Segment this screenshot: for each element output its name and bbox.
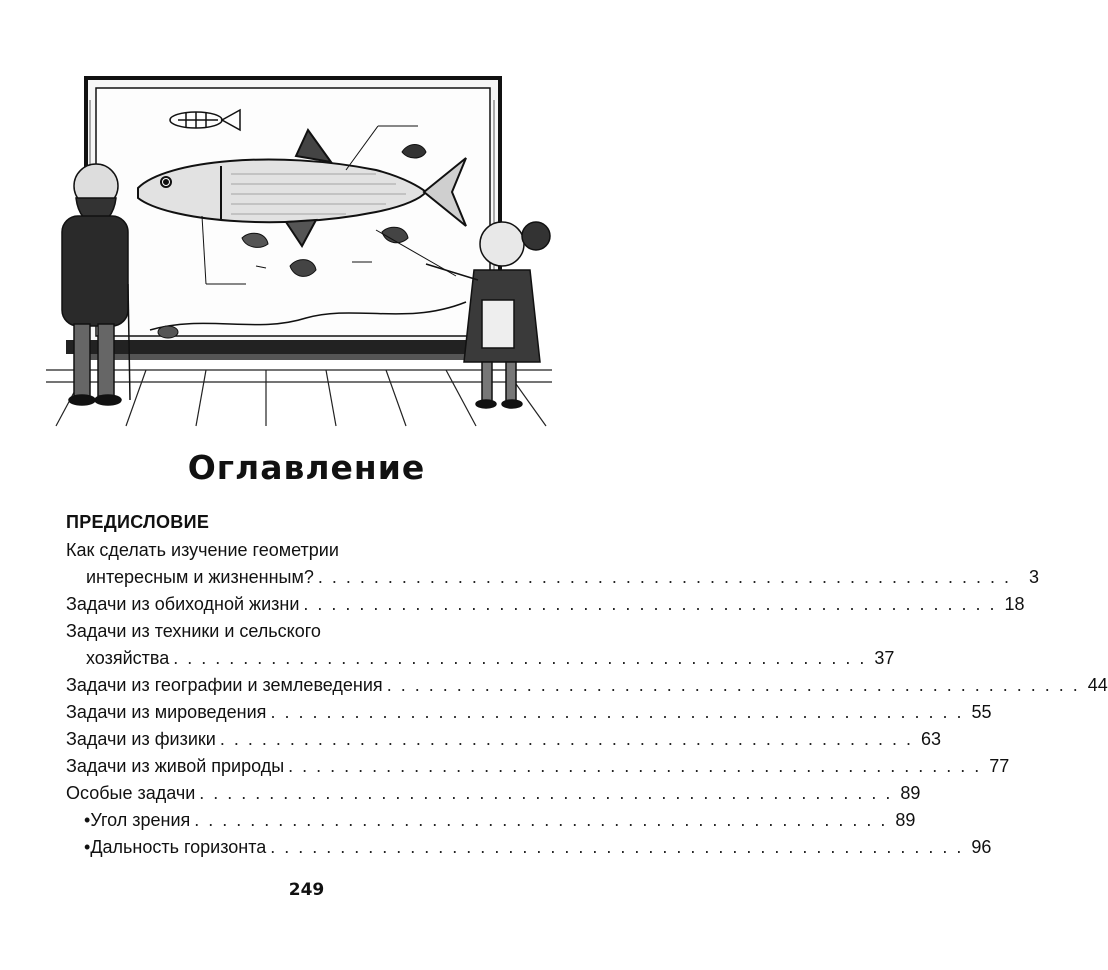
toc-entry[interactable]: [66, 591, 1025, 618]
toc-leader-dots: . . . . . . . . . . . . . . . . . . . . . . . . . . . . . . . . . . . . . . . . . . . . . . . . . .: [288, 756, 982, 776]
table-of-contents: [66, 512, 1108, 861]
toc-heading: Оглавление: [187, 448, 426, 487]
toc-entry-page: 18: [1004, 594, 1025, 614]
fish-lecture-illustration: [46, 70, 552, 426]
toc-leader-dots: . . . . . . . . . . . . . . . . . . . . . . . . . . . . . . . . . . . . . . . . . . . . . . . . . .: [270, 837, 964, 857]
toc-entry-title: Задачи из физики: [66, 729, 216, 749]
toc-entry-page: 44: [1087, 675, 1108, 695]
toc-entry-page: 3: [1028, 567, 1039, 587]
toc-leader-dots: . . . . . . . . . . . . . . . . . . . . . . . . . . . . . . . . . . . . . . . . . . . . . . . . . .: [194, 810, 888, 830]
toc-leader-dots: . . . . . . . . . . . . . . . . . . . . . . . . . . . . . . . . . . . . . . . . . . . . . . . . . .: [199, 783, 893, 803]
page-number: 249: [288, 880, 325, 900]
toc-entry[interactable]: [66, 672, 1108, 699]
toc-entry-title: интересным и жизненным?: [86, 567, 314, 587]
toc-entry[interactable]: [66, 699, 992, 726]
toc-entry-title: Задачи из географии и землеведения: [66, 675, 383, 695]
toc-entry-page: 77: [989, 756, 1010, 776]
bullet-icon: •: [84, 810, 91, 830]
toc-leader-dots: . . . . . . . . . . . . . . . . . . . . . . . . . . . . . . . . . . . . . . . . . . . . . . . . . .: [317, 567, 1011, 587]
toc-entry-page: 96: [971, 837, 992, 857]
toc-subentry[interactable]: [66, 834, 992, 861]
toc-section-title: ПРЕДИСЛОВИЕ: [66, 512, 210, 532]
toc-entry[interactable]: [66, 726, 941, 753]
toc-entry[interactable]: [66, 780, 921, 807]
toc-entry-title: Дальность горизонта: [90, 837, 267, 857]
toc-entry-title: Задачи из живой природы: [66, 756, 285, 776]
toc-entry-title: Угол зрения: [90, 810, 191, 830]
toc-entry[interactable]: [66, 753, 1010, 780]
toc-entry-title: хозяйства: [86, 648, 170, 668]
bullet-icon: •: [84, 837, 91, 857]
toc-entry-title-line: Как сделать изучение геометрии: [66, 540, 339, 560]
toc-entry-title: Особые задачи: [66, 783, 196, 803]
toc-entry-title: Задачи из мироведения: [66, 702, 267, 722]
toc-entry-title-line: Задачи из техники и сельского: [66, 621, 321, 641]
toc-leader-dots: . . . . . . . . . . . . . . . . . . . . . . . . . . . . . . . . . . . . . . . . . . . . . . . . . .: [173, 648, 867, 668]
toc-entry-page: 63: [920, 729, 941, 749]
toc-subentry[interactable]: [66, 807, 916, 834]
toc-leader-dots: . . . . . . . . . . . . . . . . . . . . . . . . . . . . . . . . . . . . . . . . . . . . . . . . . .: [303, 594, 997, 614]
toc-leader-dots: . . . . . . . . . . . . . . . . . . . . . . . . . . . . . . . . . . . . . . . . . . . . . . . . . .: [270, 702, 964, 722]
toc-entry-page: 55: [971, 702, 992, 722]
toc-entry-title: Задачи из обиходной жизни: [66, 594, 300, 614]
toc-entry-page: 89: [900, 783, 921, 803]
toc-entry[interactable]: [66, 537, 1039, 591]
toc-entry-page: 89: [895, 810, 916, 830]
toc-leader-dots: . . . . . . . . . . . . . . . . . . . . . . . . . . . . . . . . . . . . . . . . . . . . . . . . . .: [386, 675, 1080, 695]
toc-entry-page: 37: [874, 648, 895, 668]
toc-entry[interactable]: [66, 618, 895, 672]
toc-leader-dots: . . . . . . . . . . . . . . . . . . . . . . . . . . . . . . . . . . . . . . . . . . . . . . . . . .: [219, 729, 913, 749]
